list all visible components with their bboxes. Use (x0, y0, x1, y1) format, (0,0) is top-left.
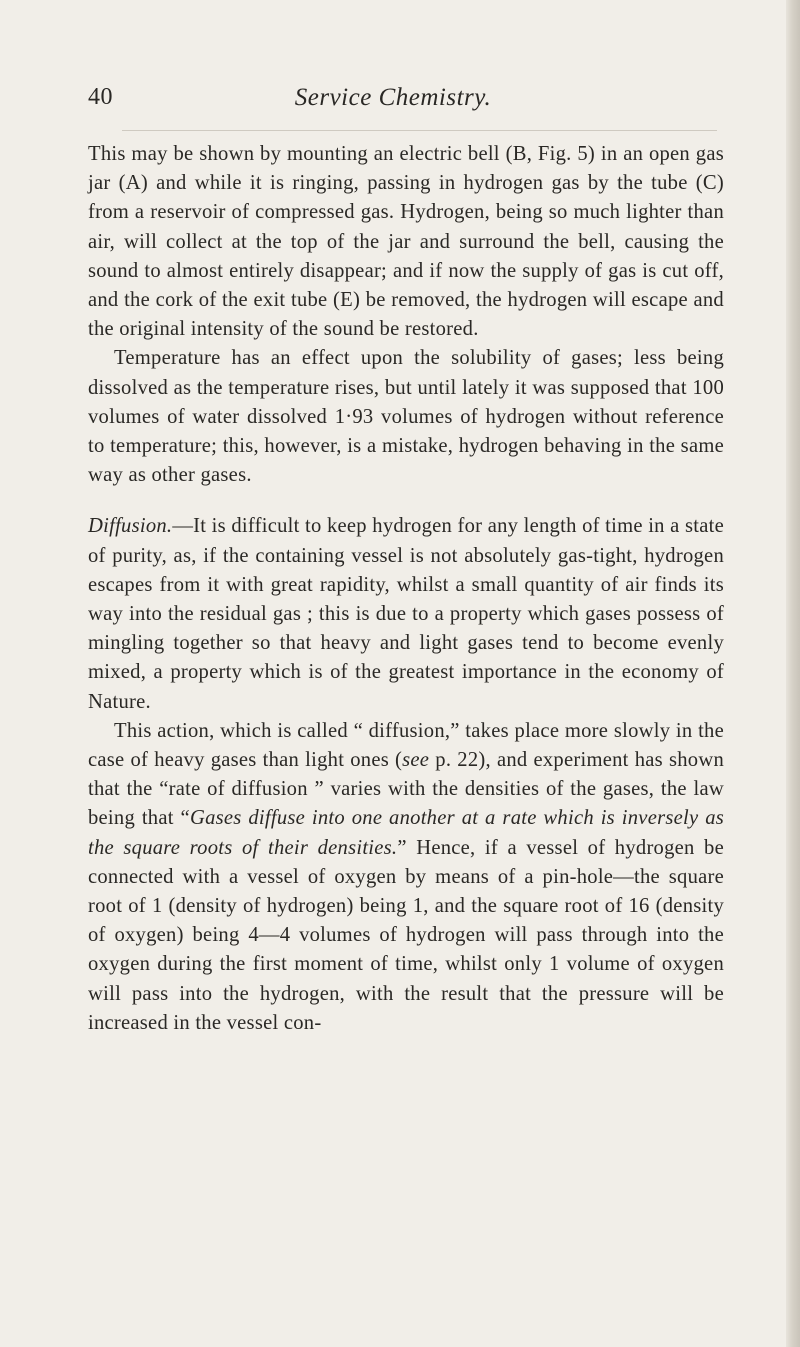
header-rule (122, 130, 717, 131)
law-of-diffusion: Gases diffuse into one another at a rate which is inversely as the square roots of their densities. (88, 807, 725, 859)
paragraph-bell-experiment: This may be shown by mounting an electric bell (B, Fig. 5) in an open gas jar (A) and while it is ringing, passing in hydrogen gas by the tube (C) from a reservoir of compressed gas. Hydrogen, being so much lighter than air, will collect at the top of the jar and surround the bell, causing the sound to almost entirely disappear; and if now the supply of gas is cut off, and the cork of the exit tube (E) be removed, the hydrogen will escape and the original intensity of the sound be restored. (88, 143, 724, 341)
section-heading-diffusion: Diffusion. (88, 515, 173, 538)
paragraph-temperature: Temperature has an effect upon the solubility of gases; less being dissolved as the temperature rises, but until lately it was supposed that 100 volumes of water dissolved 1·93 volumes of hydrogen without reference to temperature; this, however, is a mistake, hydrogen behaving in the same way as other gases. (88, 347, 724, 487)
running-title: Service Chemistry. (294, 84, 492, 111)
body-text (88, 140, 724, 1038)
paragraph-diffusion: Diffusion.—It is difficult to keep hydrogen for any length of time in a state of purity, as, if the containing vessel is not absolutely gas-tight, hydrogen escapes from it with great rapidity, whilst a small quantity of air finds its way into the residual gas ; this is due to a property which gases possess of mingling together so that heavy and light gases tend to become evenly mixed, a property which is of the greatest importance in the economy of Nature. (88, 515, 724, 713)
paragraph-diffusion-law: This action, which is called “ diffusion,” takes place more slowly in the case of heavy gases than light ones (see p. 22), and experiment has shown that the “rate of diffusion ” varies with the densities of the gases, the law being that “Gases diffuse into one another at a rate which is inversely as the square roots of their densities.” Hence, if a vessel of hydrogen be connected with a vessel of oxygen by means of a pin-hole—the square root of 1 (density of hydrogen) being 1, and the square root of 16 (density of oxygen) being 4—4 volumes of hydrogen will pass through into the oxygen during the first moment of time, whilst only 1 volume of oxygen will pass into the hydrogen, with the result that the pressure will be increased in the vessel con- (88, 719, 725, 1034)
page-header (88, 84, 718, 120)
page-number: 40 (88, 84, 113, 110)
page-edge-shadow (786, 0, 800, 1347)
